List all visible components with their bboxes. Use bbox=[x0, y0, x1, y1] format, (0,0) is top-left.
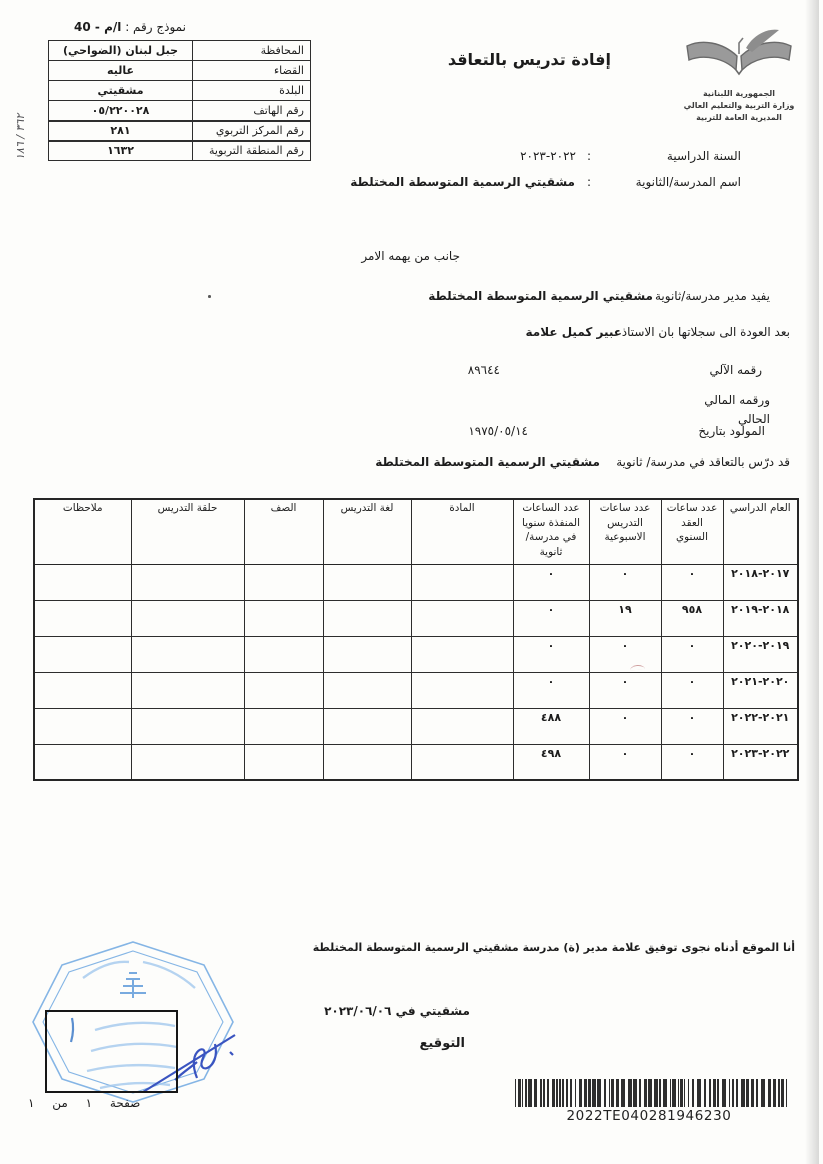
info-row bbox=[49, 141, 311, 161]
barcode-bar bbox=[621, 1079, 625, 1107]
barcode-bar bbox=[633, 1079, 637, 1107]
barcode-bar bbox=[688, 1079, 689, 1107]
table-cell bbox=[34, 564, 131, 600]
barcode-bar bbox=[525, 1079, 527, 1107]
barcode-bar bbox=[522, 1079, 523, 1107]
table-cell bbox=[411, 600, 513, 636]
table-cell bbox=[244, 600, 323, 636]
table-cell bbox=[244, 636, 323, 672]
barcode-bar bbox=[639, 1079, 641, 1107]
barcode-bar bbox=[781, 1079, 784, 1107]
info-table-body bbox=[49, 41, 311, 161]
table-cell: ٢٠١٧-٢٠١٨ bbox=[723, 564, 798, 600]
barcode-bar bbox=[692, 1079, 694, 1107]
birth-date-value: ١٩٧٥/٠٥/١٤ bbox=[468, 424, 528, 438]
taught-school-value: مشقيتي الرسمية المتوسطة المختلطة bbox=[375, 455, 600, 469]
table-cell bbox=[34, 636, 131, 672]
barcode-bar bbox=[756, 1079, 758, 1107]
barcode-bar bbox=[648, 1079, 652, 1107]
barcode-bar bbox=[670, 1079, 671, 1107]
barcode-bar bbox=[729, 1079, 730, 1107]
barcode-bar bbox=[518, 1079, 521, 1107]
table-cell: ١٩ bbox=[589, 600, 661, 636]
scan-dot-artifact bbox=[208, 295, 211, 298]
table-row bbox=[34, 636, 798, 672]
info-row bbox=[49, 61, 311, 81]
table-cell bbox=[323, 744, 411, 780]
barcode-bar bbox=[709, 1079, 711, 1107]
table-cell bbox=[34, 744, 131, 780]
barcode-bar bbox=[592, 1079, 596, 1107]
barcode-bar bbox=[609, 1079, 610, 1107]
barcode-bar bbox=[736, 1079, 738, 1107]
form-number-line bbox=[48, 20, 212, 34]
info-row-label: رقم المركز التربوي bbox=[193, 121, 311, 141]
column-header: عدد الساعات المنفذة سنويا في مدرسة/ثانوية bbox=[513, 499, 589, 564]
barcode-bar bbox=[597, 1079, 601, 1107]
barcode-bar bbox=[562, 1079, 564, 1107]
table-cell bbox=[244, 672, 323, 708]
table-cell: ٩٥٨ bbox=[661, 600, 723, 636]
info-row bbox=[49, 81, 311, 101]
director-declaration: أنا الموقع أدناه نجوى توفيق علامة مدير (ة) مدرسة مشقيتي الرسمية المتوسطة المختلطة bbox=[312, 941, 795, 954]
table-cell: ٠ bbox=[661, 744, 723, 780]
document-title: إفادة تدريس بالتعاقد bbox=[447, 50, 611, 69]
barcode-bar bbox=[611, 1079, 614, 1107]
table-cell bbox=[411, 744, 513, 780]
column-header: الصف bbox=[244, 499, 323, 564]
cedar-icon bbox=[120, 973, 146, 998]
barcode-bar bbox=[540, 1079, 542, 1107]
table-cell bbox=[131, 744, 244, 780]
table-row bbox=[34, 564, 798, 600]
barcode-bar bbox=[628, 1079, 632, 1107]
table-cell bbox=[34, 672, 131, 708]
table-cell: ٠ bbox=[661, 564, 723, 600]
table-cell bbox=[131, 636, 244, 672]
school-year-colon: : bbox=[586, 149, 591, 163]
table-cell bbox=[323, 636, 411, 672]
barcode-bar bbox=[717, 1079, 719, 1107]
table-cell bbox=[411, 708, 513, 744]
info-row-label: رقم المنطقة التربوية bbox=[193, 141, 311, 161]
barcode-bar bbox=[663, 1079, 667, 1107]
taught-label: قد درّس بالتعاقد في مدرسة/ ثانوية bbox=[616, 455, 790, 469]
certify-label: يفيد مدير مدرسة/ثانوية bbox=[654, 289, 770, 303]
table-row bbox=[34, 600, 798, 636]
barcode-bar bbox=[672, 1079, 676, 1107]
barcode-bar bbox=[741, 1079, 745, 1107]
column-header: عدد ساعات التدريس الاسبوعية bbox=[589, 499, 661, 564]
barcode-bar bbox=[697, 1079, 701, 1107]
barcode-bar bbox=[778, 1079, 780, 1107]
table-cell bbox=[244, 564, 323, 600]
barcode-bar bbox=[680, 1079, 683, 1107]
table-cell: ٠ bbox=[513, 672, 589, 708]
logo-country-line: الجمهورية اللبنانية bbox=[702, 89, 776, 98]
info-row bbox=[49, 101, 311, 121]
table-cell bbox=[131, 708, 244, 744]
barcode-bar bbox=[604, 1079, 606, 1107]
table-cell: ٠ bbox=[589, 744, 661, 780]
table-row bbox=[34, 672, 798, 708]
place-and-date: مشقيتي في ٢٠٢٣/٠٦/٠٦ bbox=[324, 1004, 470, 1018]
table-cell: ٠ bbox=[661, 708, 723, 744]
info-row-value: جبل لبنان (الضواحي) bbox=[49, 41, 193, 61]
table-cell bbox=[131, 672, 244, 708]
barcode-bar bbox=[684, 1079, 685, 1107]
barcode-bar bbox=[579, 1079, 582, 1107]
column-header: المادة bbox=[411, 499, 513, 564]
table-cell: ٤٨٨ bbox=[513, 708, 589, 744]
barcode-bar bbox=[566, 1079, 568, 1107]
table-cell bbox=[244, 744, 323, 780]
hours-table-header-row bbox=[34, 499, 798, 564]
records-label: بعد العودة الى سجلاتها بان الاستاذ bbox=[621, 325, 790, 339]
barcode-bars bbox=[500, 1079, 798, 1107]
barcode-bar bbox=[704, 1079, 706, 1107]
table-cell: ٢٠٢٠-٢٠٢١ bbox=[723, 672, 798, 708]
table-cell bbox=[323, 672, 411, 708]
barcode-bar bbox=[543, 1079, 545, 1107]
table-cell: ٠ bbox=[661, 672, 723, 708]
barcode-bar bbox=[559, 1079, 561, 1107]
school-name-label: اسم المدرسة/الثانوية bbox=[635, 175, 741, 189]
column-header: لغة التدريس bbox=[323, 499, 411, 564]
column-header: العام الدراسي bbox=[723, 499, 798, 564]
barcode-bar bbox=[515, 1079, 516, 1107]
barcode-bar bbox=[751, 1079, 754, 1107]
logo-ministry-line: وزارة التربية والتعليم العالي bbox=[683, 101, 795, 110]
info-row-value: ١٦٣٢ bbox=[49, 141, 193, 161]
barcode-bar bbox=[552, 1079, 555, 1107]
barcode-bar bbox=[746, 1079, 749, 1107]
barcode-bar bbox=[534, 1079, 537, 1107]
table-cell: ٠ bbox=[513, 600, 589, 636]
info-row-label: البلدة bbox=[193, 81, 311, 101]
school-name-value: مشقيتي الرسمية المتوسطة المختلطة bbox=[350, 175, 575, 189]
hours-table-body bbox=[34, 564, 798, 780]
page-indicator: صفحة ١ من ١ bbox=[28, 1096, 141, 1110]
table-row bbox=[34, 744, 798, 780]
info-table bbox=[48, 40, 311, 161]
form-number-label: نموذج رقم : bbox=[125, 20, 186, 34]
barcode-bar bbox=[773, 1079, 776, 1107]
table-cell: ٠ bbox=[661, 636, 723, 672]
stamp-frame-box bbox=[45, 1010, 178, 1093]
table-cell bbox=[411, 672, 513, 708]
barcode-bar bbox=[547, 1079, 549, 1107]
table-row bbox=[34, 708, 798, 744]
info-row bbox=[49, 121, 311, 141]
barcode-bar bbox=[654, 1079, 658, 1107]
birth-date-label: المولود بتاريخ bbox=[698, 424, 765, 438]
column-header: ملاحظات bbox=[34, 499, 131, 564]
barcode-bar bbox=[786, 1079, 787, 1107]
info-row-label: رقم الهاتف bbox=[193, 101, 311, 121]
barcode bbox=[500, 1079, 798, 1124]
handwritten-side-note: ٣٦٢ / ١٨٦ bbox=[14, 113, 27, 160]
table-cell bbox=[244, 708, 323, 744]
table-cell: ٠ bbox=[589, 708, 661, 744]
scan-tilde-artifact bbox=[630, 664, 645, 670]
barcode-bar bbox=[584, 1079, 587, 1107]
barcode-bar bbox=[678, 1079, 679, 1107]
table-cell bbox=[323, 600, 411, 636]
barcode-bar bbox=[528, 1079, 532, 1107]
barcode-bar bbox=[713, 1079, 716, 1107]
table-cell: ٠ bbox=[513, 636, 589, 672]
column-header: عدد ساعات العقد السنوي bbox=[661, 499, 723, 564]
barcode-bar bbox=[722, 1079, 726, 1107]
salutation-line: جانب من يهمه الامر bbox=[361, 249, 460, 263]
barcode-bar bbox=[768, 1079, 771, 1107]
table-cell bbox=[34, 600, 131, 636]
barcode-bar bbox=[556, 1079, 558, 1107]
form-number-value: ا/م - 40 bbox=[74, 20, 122, 34]
barcode-bar bbox=[761, 1079, 765, 1107]
open-book-icon bbox=[680, 28, 798, 82]
table-cell: ٠ bbox=[589, 564, 661, 600]
barcode-bar bbox=[575, 1079, 576, 1107]
table-cell bbox=[323, 564, 411, 600]
logo-directorate-line: المديرية العامة للتربية bbox=[696, 113, 782, 122]
barcode-number: 2022TE040281946230 bbox=[566, 1108, 732, 1124]
table-cell: ٠ bbox=[589, 672, 661, 708]
table-cell bbox=[411, 636, 513, 672]
financial-id-label: ورقمه المالي الحالي bbox=[704, 393, 770, 426]
info-row-value: ٠٥/٢٢٠٠٢٨ bbox=[49, 101, 193, 121]
certify-school-value: مشقيتي الرسمية المتوسطة المختلطة bbox=[428, 289, 653, 303]
info-row-label: المحافظة bbox=[193, 41, 311, 61]
info-row bbox=[49, 41, 311, 61]
table-cell bbox=[131, 600, 244, 636]
ministry-logo bbox=[672, 28, 806, 124]
table-cell bbox=[323, 708, 411, 744]
table-cell: ٠ bbox=[589, 636, 661, 672]
teaching-hours-table bbox=[33, 498, 799, 781]
info-row-value: مشقيتي bbox=[49, 81, 193, 101]
auto-id-label: رقمه الآلي bbox=[709, 363, 762, 377]
school-name-colon: : bbox=[586, 175, 591, 189]
table-cell bbox=[131, 564, 244, 600]
info-row-label: القضاء bbox=[193, 61, 311, 81]
column-header: حلقة التدريس bbox=[131, 499, 244, 564]
barcode-bar bbox=[732, 1079, 734, 1107]
barcode-bar bbox=[570, 1079, 572, 1107]
table-cell: ٢٠٢٢-٢٠٢٣ bbox=[723, 744, 798, 780]
teacher-name-value: عبير كميل علامة bbox=[525, 325, 622, 339]
school-year-label: السنة الدراسية bbox=[666, 149, 741, 163]
table-cell bbox=[411, 564, 513, 600]
signature-label: التوقيع bbox=[419, 1036, 465, 1051]
auto-id-value: ٨٩٦٤٤ bbox=[467, 363, 500, 377]
table-cell: ٢٠١٩-٢٠٢٠ bbox=[723, 636, 798, 672]
info-row-value: ٢٨١ bbox=[49, 121, 193, 141]
barcode-bar bbox=[616, 1079, 619, 1107]
info-row-value: عاليه bbox=[49, 61, 193, 81]
table-cell: ٢٠١٨-٢٠١٩ bbox=[723, 600, 798, 636]
barcode-bar bbox=[588, 1079, 591, 1107]
barcode-bar bbox=[644, 1079, 647, 1107]
barcode-bar bbox=[659, 1079, 661, 1107]
table-cell: ٤٩٨ bbox=[513, 744, 589, 780]
table-cell bbox=[34, 708, 131, 744]
school-year-value: ٢٠٢٢-٢٠٢٣ bbox=[520, 149, 576, 163]
scan-edge-shadow bbox=[805, 0, 819, 1164]
table-cell: ٢٠٢١-٢٠٢٢ bbox=[723, 708, 798, 744]
table-cell: ٠ bbox=[513, 564, 589, 600]
